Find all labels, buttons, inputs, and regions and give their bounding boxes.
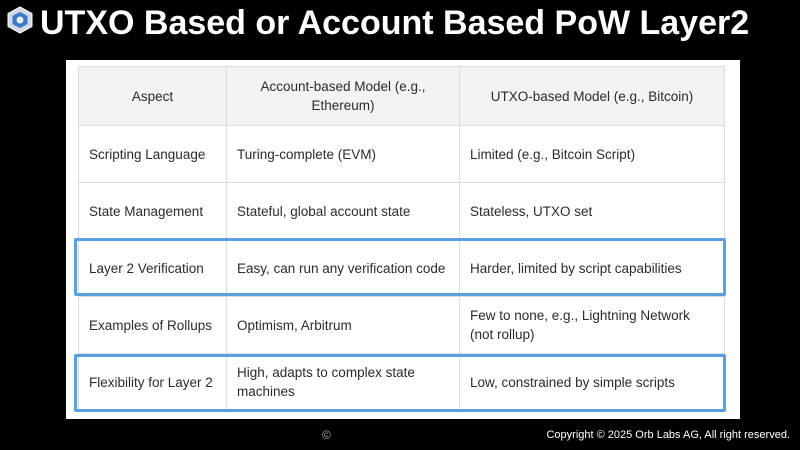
- account-cell: Turing-complete (EVM): [227, 126, 460, 183]
- header-account-model: Account-based Model (e.g., Ethereum): [227, 67, 460, 126]
- highlight-box-layer2-verification: [74, 238, 726, 296]
- table-header-row: [79, 67, 725, 126]
- utxo-cell: Harder, limited by script capabilities: [460, 240, 725, 297]
- aspect-cell: Scripting Language: [79, 126, 227, 183]
- header-utxo-model: UTXO-based Model (e.g., Bitcoin): [460, 67, 725, 126]
- aspect-cell: State Management: [79, 183, 227, 240]
- aspect-cell: Flexibility for Layer 2: [79, 354, 227, 411]
- account-cell: High, adapts to complex state machines: [227, 354, 460, 411]
- table-row: [79, 297, 725, 354]
- account-cell: Stateful, global account state: [227, 183, 460, 240]
- aspect-cell: Examples of Rollups: [79, 297, 227, 354]
- utxo-cell: Few to none, e.g., Lightning Network (not rollup): [460, 297, 725, 354]
- footer-copyright: Copyright © 2025 Orb Labs AG, All right reserved.: [546, 429, 790, 441]
- table-row: [79, 183, 725, 240]
- highlight-box-flexibility: [74, 354, 726, 412]
- header-aspect: Aspect: [79, 67, 227, 126]
- aspect-cell: Layer 2 Verification: [79, 240, 227, 297]
- table-row: [79, 126, 725, 183]
- copyright-icon: ©: [322, 428, 331, 442]
- utxo-cell: Limited (e.g., Bitcoin Script): [460, 126, 725, 183]
- account-cell: Optimism, Arbitrum: [227, 297, 460, 354]
- utxo-cell: Stateless, UTXO set: [460, 183, 725, 240]
- comparison-table-panel: [66, 60, 740, 419]
- account-cell: Easy, can run any verification code: [227, 240, 460, 297]
- page-title: UTXO Based or Account Based PoW Layer2: [40, 4, 750, 42]
- hexagon-logo-icon: [6, 6, 34, 34]
- utxo-cell: Low, constrained by simple scripts: [460, 354, 725, 411]
